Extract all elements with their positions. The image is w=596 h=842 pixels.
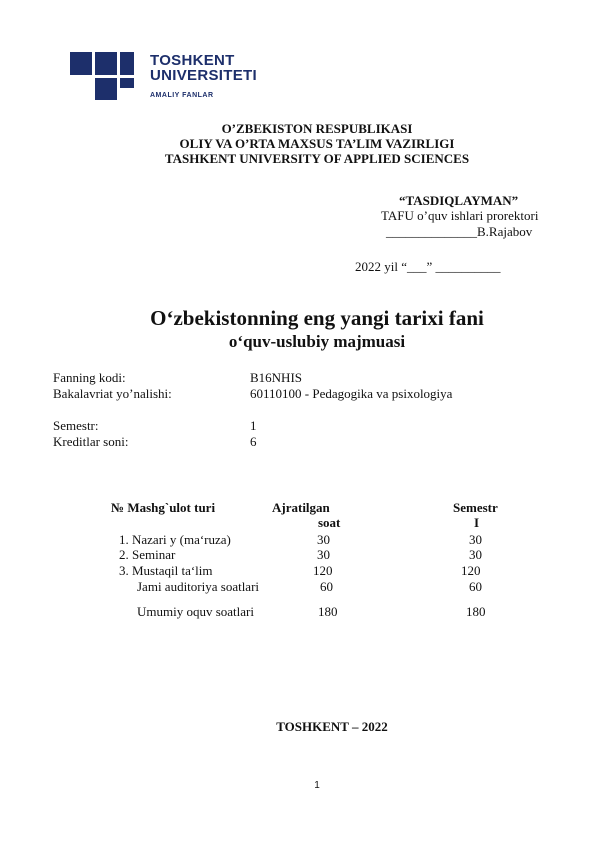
table-row-semester: 180 (466, 604, 486, 619)
info-value-credits: 6 (250, 434, 257, 449)
table-header-semester-number: I (474, 515, 480, 530)
page-number: 1 (314, 780, 320, 791)
table-row-hours: 30 (317, 547, 330, 562)
city-year: TOSHKENT – 2022 (276, 719, 388, 734)
logo-line-3: AMALIY FANLAR (150, 92, 214, 99)
table-row-name: Umumiy oquv soatlari (137, 604, 254, 619)
info-label-code: Fanning kodi: (53, 370, 126, 385)
approval-signature: ______________B.Rajabov (386, 224, 533, 239)
table-header-hours-unit: soat (318, 515, 341, 530)
table-header-type: № Mashg`ulot turi (111, 500, 216, 515)
table-row-hours: 120 (313, 563, 333, 578)
info-label-credits: Kreditlar soni: (53, 434, 129, 449)
logo-line-1: TOSHKENT (150, 52, 235, 69)
approval-position: TAFU o’quv ishlari prorektori (381, 208, 539, 223)
approval-date: 2022 yil “___” __________ (355, 259, 501, 274)
header-line-3: TASHKENT UNIVERSITY OF APPLIED SCIENCES (164, 151, 470, 166)
table-row-semester: 30 (469, 532, 482, 547)
header-line-1: O’ZBEKISTON RESPUBLIKASI (221, 121, 413, 136)
table-row-semester: 120 (461, 563, 481, 578)
logo-line-2: UNIVERSITETI (150, 67, 257, 84)
table-row-hours: 180 (318, 604, 338, 619)
info-value-direction: 60110100 - Pedagogika va psixologiya (250, 386, 453, 401)
header-line-2: OLIY VA O’RTA MAXSUS TA’LIM VAZIRLIGI (179, 136, 455, 151)
info-value-code: B16NHIS (250, 370, 303, 385)
table-row-semester: 30 (469, 547, 482, 562)
table-row-hours: 30 (317, 532, 330, 547)
table-header-hours: Ajratilgan (272, 500, 330, 515)
table-row-semester: 60 (469, 579, 482, 594)
table-row-name: 2. Seminar (119, 547, 176, 562)
table-row-name: 1. Nazari y (ma‘ruza) (119, 532, 231, 547)
document-title: O‘zbekistonning eng yangi tarixi fani (150, 306, 484, 330)
table-header-semester: Semestr (453, 500, 498, 515)
table-row-name: 3. Mustaqil ta‘lim (119, 563, 213, 578)
table-row-name: Jami auditoriya soatlari (137, 579, 260, 594)
info-value-semester: 1 (250, 418, 257, 433)
info-label-semester: Semestr: (53, 418, 99, 433)
info-label-direction: Bakalavriat yo’nalishi: (53, 386, 172, 401)
document-subtitle: o‘quv-uslubiy majmuasi (228, 332, 406, 351)
approval-title: “TASDIQLAYMAN” (399, 193, 519, 208)
table-row-hours: 60 (320, 579, 333, 594)
